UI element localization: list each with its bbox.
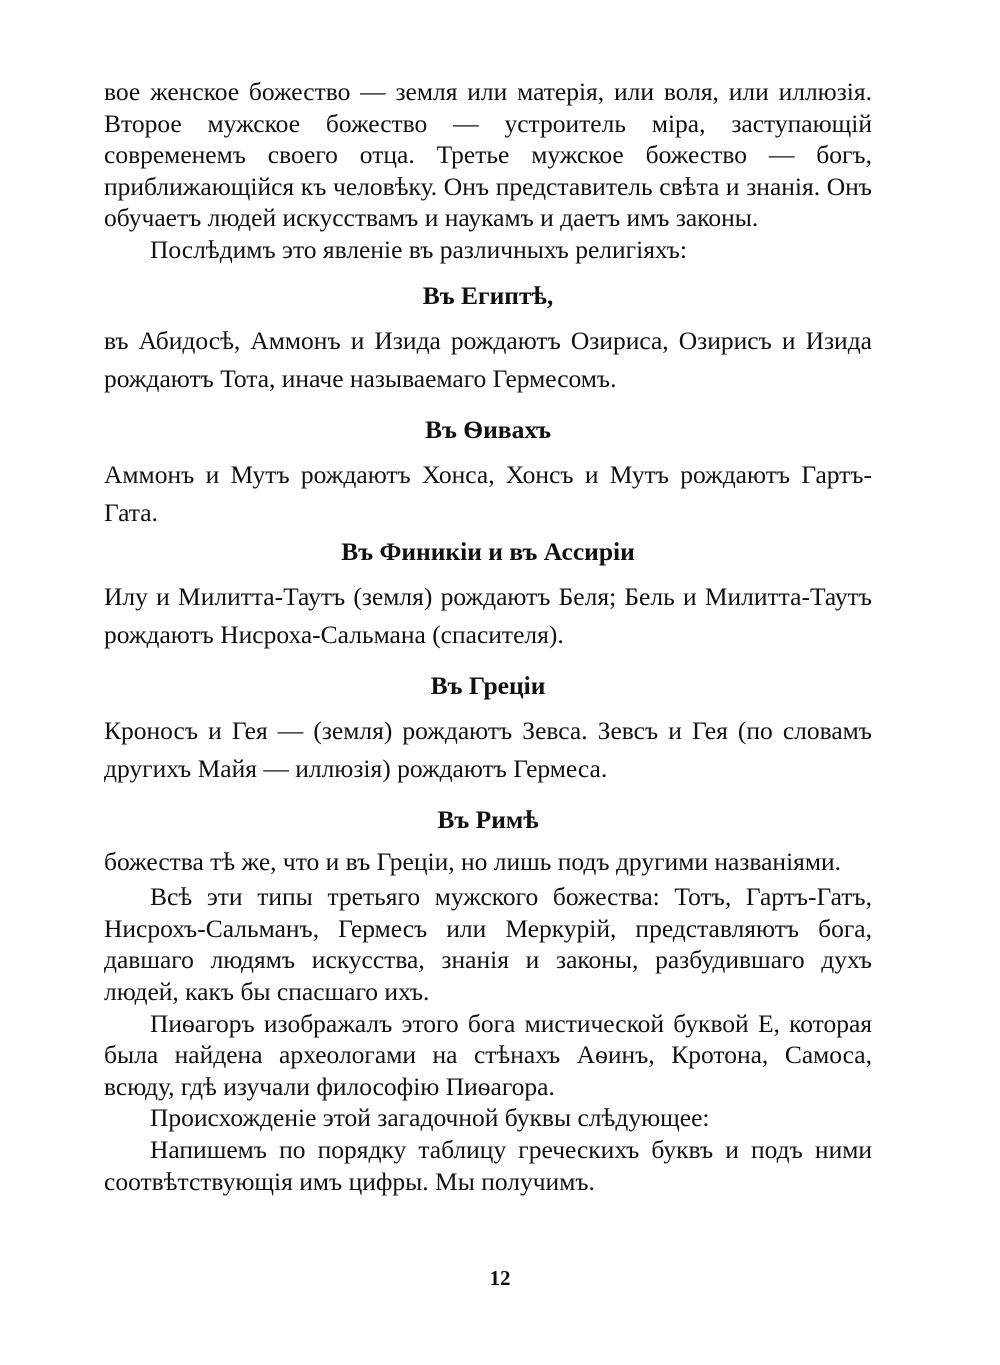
paragraph-intro: вое женское божество — земля или матерія, или воля, или иллюзія. Второе мужское божество — устроитель міра, заступающій современемъ своего отца. Третье мужское божество — богъ, приближающійся къ человѣку. Онъ представитель свѣта и знанія. Онъ обучаетъ людей искусствамъ и наукамъ и даетъ имъ законы. bbox=[104, 77, 872, 233]
heading-greece: Въ Греціи bbox=[430, 670, 546, 700]
heading-rome: Въ Римѣ bbox=[437, 804, 539, 834]
paragraph-follow: Послѣдимъ это явленіе въ различныхъ религіяхъ: bbox=[150, 234, 687, 264]
paragraph-thebes: Аммонъ и Мутъ рождаютъ Хонса, Хонсъ и Мутъ рождаютъ Гартъ-Гата. bbox=[104, 459, 872, 527]
page-content bbox=[104, 76, 872, 1197]
heading-thebes: Въ Ѳивахъ bbox=[425, 414, 551, 444]
paragraph-greece: Кроносъ и Гея — (земля) рождаютъ Зевса. Зевсъ и Гея (по словамъ другихъ Майя — иллюзія) рождаютъ Гермеса. bbox=[104, 715, 872, 783]
heading-phoenicia: Въ Финикіи и въ Ассиріи bbox=[341, 536, 635, 566]
paragraph-pythagoras: Пиѳагоръ изображалъ этого бога мистической буквой Е, которая была найдена археологами на стѣнахъ Аѳинъ, Кротона, Самоса, всюду, гдѣ изучали философію Пиѳагора. bbox=[104, 1008, 872, 1101]
paragraph-types: Всѣ эти типы третьяго мужского божества: Тотъ, Гартъ-Гатъ, Нисрохъ-Сальманъ, Гермесъ или Меркурій, представляютъ бога, давшаго людямъ искусства, знанія и законы, разбудившаго духъ людей, какъ бы спасшаго ихъ. bbox=[104, 882, 872, 1006]
paragraph-egypt: въ Абидосѣ, Аммонъ и Изида рождаютъ Озириса, Озирисъ и Изида рождаютъ Тота, иначе называемаго Гермесомъ. bbox=[104, 325, 872, 393]
paragraph-rome: божества тѣ же, что и въ Греціи, но лишь подъ другими названіями. bbox=[104, 846, 842, 876]
paragraph-origin: Происхожденіе этой загадочной буквы слѣдующее: bbox=[150, 1103, 710, 1133]
paragraph-table: Напишемъ по порядку таблицу греческихъ буквъ и подъ ними соотвѣтствующія имъ цифры. Мы получимъ. bbox=[104, 1134, 872, 1196]
page-number: 12 bbox=[489, 1266, 511, 1290]
paragraph-phoenicia: Илу и Милитта-Таутъ (земля) рождаютъ Беля; Бель и Милитта-Таутъ рождаютъ Нисроха-Сальмана (спасителя). bbox=[104, 581, 872, 649]
heading-egypt: Въ Египтѣ, bbox=[422, 280, 554, 310]
